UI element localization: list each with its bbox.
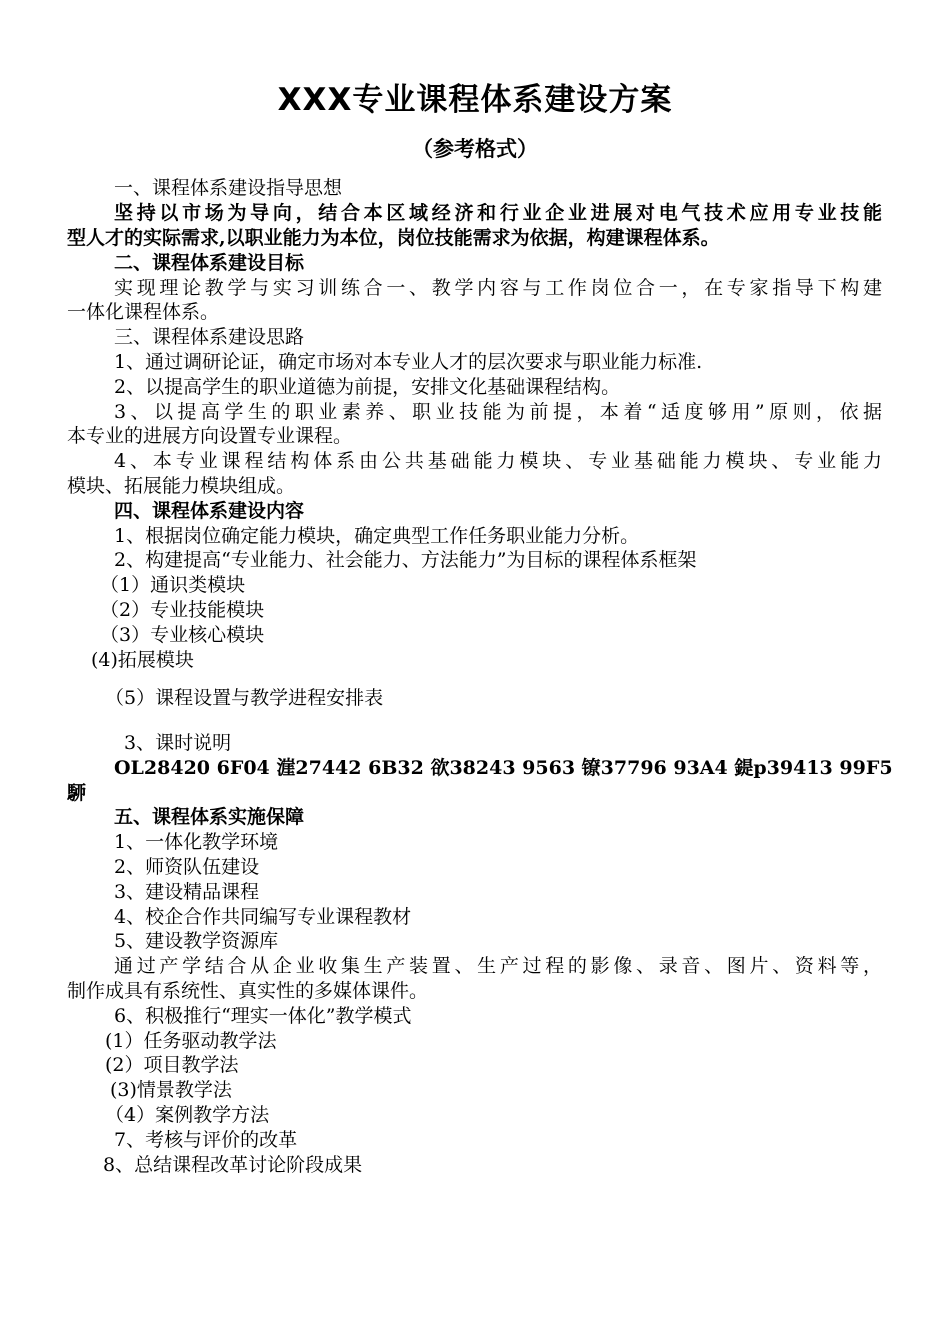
paragraph-line: 通过产学结合从企业收集生产装置、生产过程的影像、录音、图片、资料等， <box>114 955 882 977</box>
section-heading-2: 二、课程体系建设目标 <box>114 252 305 274</box>
section-heading-5: 五、课程体系实施保障 <box>114 806 305 828</box>
list-item: 2、师资队伍建设 <box>114 856 260 878</box>
paragraph-line: 本专业的进展方向设置专业课程。 <box>67 425 353 447</box>
list-item: 1、一体化教学环境 <box>114 831 279 853</box>
section-heading-3: 三、课程体系建设思路 <box>114 326 305 348</box>
list-item: 1、根据岗位确定能力模块，确定典型工作任务职业能力分析。 <box>114 525 640 547</box>
list-item: （3）专业核心模块 <box>100 624 265 646</box>
paragraph-line: 制作成具有系统性、真实性的多媒体课件。 <box>67 980 429 1002</box>
paragraph-line: 坚持以市场为导向，结合本区域经济和行业企业进展对电气技术应用专业技能 <box>114 202 882 224</box>
list-item: 5、建设教学资源库 <box>114 930 279 952</box>
list-item: 7、考核与评价的改革 <box>114 1129 298 1151</box>
paragraph-line: 型人才的实际需求,以职业能力为本位，岗位技能需求为依据，构建课程体系。 <box>67 227 720 249</box>
list-item: 3、以提高学生的职业素养、职业技能为前提，本着“适度够用”原则，依据 <box>114 401 882 423</box>
paragraph-line: 实现理论教学与实习训练合一、教学内容与工作岗位合一，在专家指导下构建 <box>114 277 882 299</box>
document-subtitle: （参考格式） <box>412 136 538 161</box>
list-item: 3、建设精品课程 <box>114 881 260 903</box>
list-item: （4）案例教学方法 <box>105 1104 270 1126</box>
list-item: 6、积极推行“理实一体化”教学模式 <box>114 1005 412 1027</box>
list-item: 1、通过调研论证，确定市场对本专业人才的层次要求与职业能力标准. <box>114 351 703 373</box>
list-item: (1）任务驱动教学法 <box>105 1030 277 1052</box>
section-heading-1: 一、课程体系建设指导思想 <box>114 177 343 199</box>
paragraph-line: OL28420 6F04 漄27442 6B32 欲38243 9563 镣37796 93A4 鍉p39413 99F5 <box>114 757 893 779</box>
list-item: （1）通识类模块 <box>100 574 246 596</box>
list-item: 4、校企合作共同编写专业课程教材 <box>114 906 412 928</box>
list-item: (4)拓展模块 <box>91 649 194 671</box>
list-item: （5）课程设置与教学进程安排表 <box>105 687 384 709</box>
paragraph-line: 模块、拓展能力模块组成。 <box>67 475 296 497</box>
list-item: 2、以提高学生的职业道德为前提，安排文化基础课程结构。 <box>114 376 621 398</box>
paragraph-line: 駵 <box>67 782 87 804</box>
section-heading-4: 四、课程体系建设内容 <box>114 500 305 522</box>
list-item: 3、课时说明 <box>124 732 232 754</box>
list-item: （2）专业技能模块 <box>100 599 265 621</box>
list-item: (3)情景教学法 <box>110 1079 232 1101</box>
list-item: (2）项目教学法 <box>105 1054 239 1076</box>
list-item: 8、总结课程改革讨论阶段成果 <box>103 1154 363 1176</box>
paragraph-line: 一体化课程体系。 <box>67 301 220 323</box>
list-item: 4、本专业课程结构体系由公共基础能力模块、专业基础能力模块、专业能力 <box>114 450 882 472</box>
list-item: 2、构建提高“专业能力、社会能力、方法能力”为目标的课程体系框架 <box>114 549 697 571</box>
document-title: XXX专业课程体系建设方案 <box>277 82 673 118</box>
